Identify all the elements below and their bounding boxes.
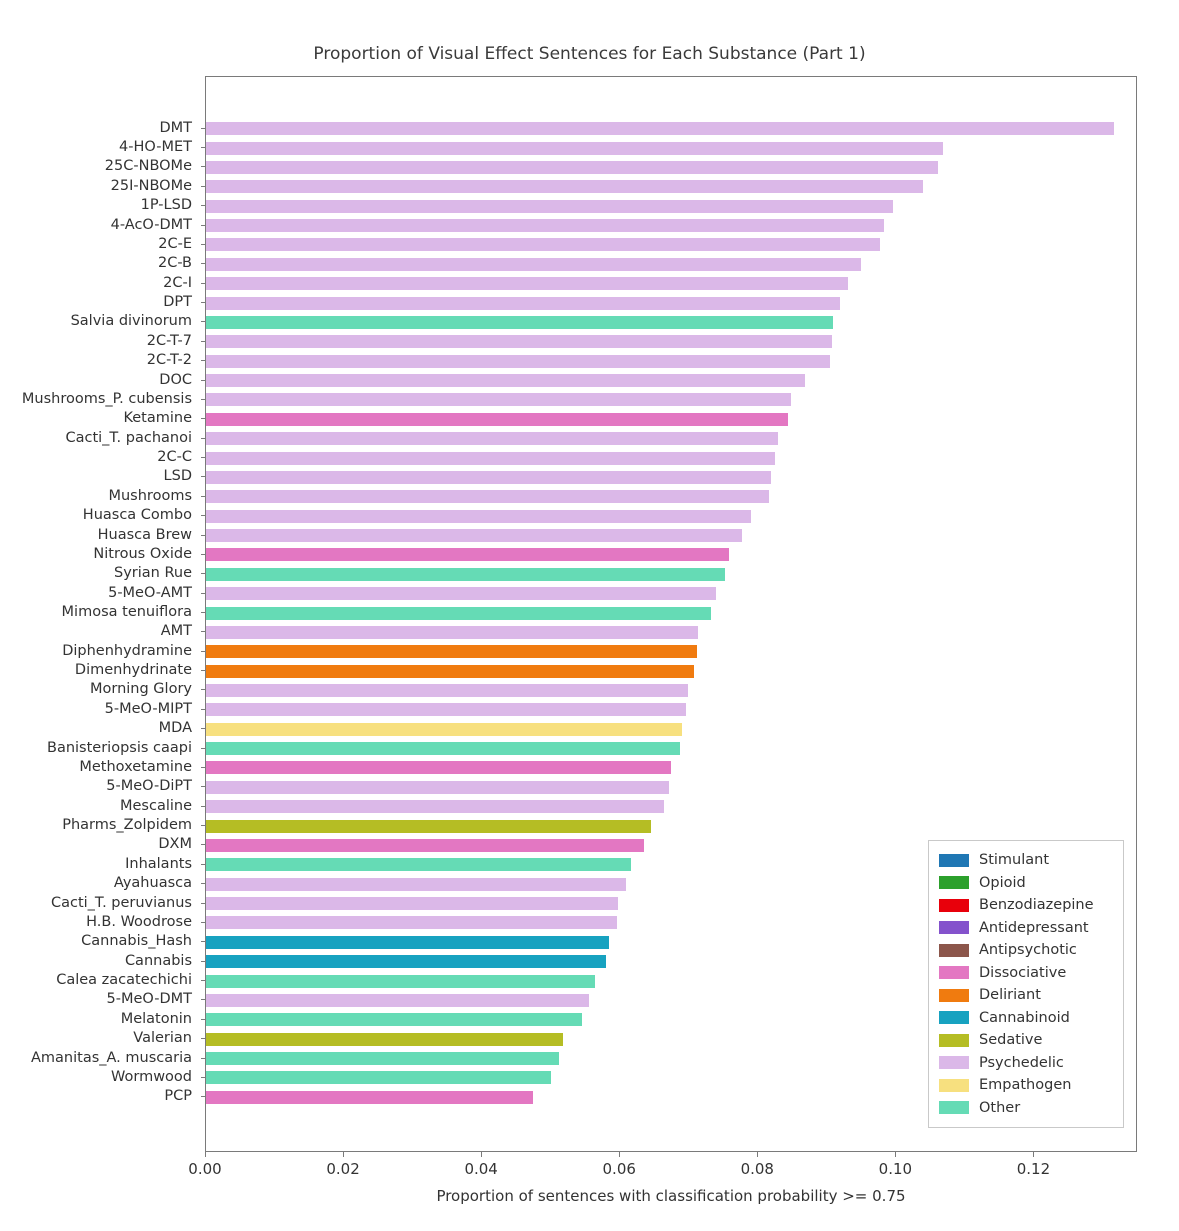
y-tick-label: Cannabis <box>124 952 192 969</box>
legend-label: Benzodiazepine <box>979 897 1094 914</box>
bar-row <box>206 297 1137 310</box>
y-tick-label: Cacti_T. peruvianus <box>50 894 192 911</box>
legend-item <box>939 894 1113 917</box>
y-tick-label: Valerian <box>133 1030 192 1047</box>
y-tick-label: H.B. Woodrose <box>86 913 192 930</box>
chart-title: Proportion of Visual Effect Sentences for Each Substance (Part 1) <box>313 44 866 64</box>
bar-row <box>206 607 1137 620</box>
bar-row <box>206 258 1137 271</box>
y-tick-label: PCP <box>164 1088 192 1105</box>
y-tick-label: DXM <box>158 836 192 853</box>
bar <box>206 703 686 716</box>
bar <box>206 1052 559 1065</box>
y-tick-label: DPT <box>163 294 192 311</box>
bar <box>206 510 751 523</box>
bar-row <box>206 452 1137 465</box>
y-tick-label: 25I-NBOMe <box>110 177 192 194</box>
bar <box>206 1033 563 1046</box>
bar-row <box>206 335 1137 348</box>
legend-label: Deliriant <box>979 987 1041 1004</box>
legend-item <box>939 1029 1113 1052</box>
bar-row <box>206 684 1137 697</box>
bar <box>206 374 805 387</box>
y-tick-label: Amanitas_A. muscaria <box>30 1049 192 1066</box>
legend-swatch <box>939 876 969 889</box>
bar-row <box>206 277 1137 290</box>
y-tick-label: Inhalants <box>125 855 192 872</box>
bar <box>206 645 697 658</box>
bar <box>206 955 606 968</box>
y-tick-label: 25C-NBOMe <box>104 158 192 175</box>
bar <box>206 781 669 794</box>
legend-label: Opioid <box>979 874 1026 891</box>
bar-row <box>206 587 1137 600</box>
y-tick-label: Cannabis_Hash <box>81 933 192 950</box>
bar <box>206 490 769 503</box>
y-tick-label: Cacti_T. pachanoi <box>65 429 192 446</box>
bar-row <box>206 510 1137 523</box>
legend-item <box>939 1074 1113 1097</box>
bar-row <box>206 316 1137 329</box>
bar-row <box>206 781 1137 794</box>
bar <box>206 626 698 639</box>
legend-label: Antipsychotic <box>979 942 1077 959</box>
y-tick-label: 2C-B <box>157 255 192 272</box>
legend-swatch <box>939 854 969 867</box>
bar <box>206 238 880 251</box>
x-tick-label: 0.02 <box>326 1160 360 1178</box>
legend-swatch <box>939 1101 969 1114</box>
y-tick-label: AMT <box>160 623 192 640</box>
bar <box>206 316 833 329</box>
y-tick-label: Huasca Combo <box>82 507 192 524</box>
bar <box>206 684 688 697</box>
bar-row <box>206 219 1137 232</box>
bar-row <box>206 180 1137 193</box>
y-tick-label: 2C-T-2 <box>146 352 192 369</box>
x-tick-label: 0.12 <box>1016 1160 1051 1178</box>
bar <box>206 1071 551 1084</box>
y-tick-label: Mimosa tenuiflora <box>61 604 192 620</box>
legend-item <box>939 962 1113 985</box>
bar-row <box>206 703 1137 716</box>
legend-item <box>939 872 1113 895</box>
bar <box>206 548 729 561</box>
legend-swatch <box>939 921 969 934</box>
y-tick-label: DOC <box>159 371 192 388</box>
x-tick-mark <box>1033 1152 1034 1157</box>
bar <box>206 355 830 368</box>
y-tick-label: Calea zacatechichi <box>56 972 192 989</box>
bar-row <box>206 645 1137 658</box>
bar <box>206 723 682 736</box>
bar <box>206 916 617 929</box>
legend-label: Antidepressant <box>979 919 1089 936</box>
y-tick-label: Methoxetamine <box>79 758 192 775</box>
x-tick-mark <box>343 1152 344 1157</box>
y-tick-label: 2C-E <box>158 235 192 252</box>
bar <box>206 839 644 852</box>
y-tick-label: Mushrooms_P. cubensis <box>21 390 192 407</box>
bar <box>206 122 1114 135</box>
x-tick-label: 0.04 <box>464 1160 498 1178</box>
bar <box>206 413 788 426</box>
bar-row <box>206 742 1137 755</box>
legend <box>928 840 1124 1128</box>
y-tick-label: 1P-LSD <box>140 197 192 214</box>
x-tick-mark <box>895 1152 896 1157</box>
legend-swatch <box>939 989 969 1002</box>
x-tick-mark <box>481 1152 482 1157</box>
x-tick-label: 0.00 <box>188 1160 222 1178</box>
bar-row <box>206 548 1137 561</box>
y-tick-label: 2C-I <box>163 274 192 291</box>
legend-swatch <box>939 899 969 912</box>
bar-row <box>206 800 1137 813</box>
bar-row <box>206 471 1137 484</box>
bar <box>206 897 618 910</box>
y-tick-label: 5-MeO-AMT <box>108 584 192 601</box>
legend-label: Dissociative <box>979 964 1067 981</box>
y-tick-label: DMT <box>159 119 192 136</box>
y-axis-labels <box>0 76 200 1152</box>
bar-row <box>206 665 1137 678</box>
y-tick-label: Dimenhydrinate <box>74 662 192 679</box>
y-tick-label: Salvia divinorum <box>70 313 192 330</box>
y-tick-label: LSD <box>163 468 192 485</box>
bar-row <box>206 820 1137 833</box>
bar <box>206 607 711 620</box>
y-tick-label: MDA <box>158 720 192 737</box>
y-tick-label: Morning Glory <box>90 681 192 698</box>
bar <box>206 587 716 600</box>
bar <box>206 219 884 232</box>
bar-row <box>206 122 1137 135</box>
bar <box>206 432 778 445</box>
y-tick-label: 4-AcO-DMT <box>110 216 192 233</box>
legend-swatch <box>939 1056 969 1069</box>
y-tick-label: Ayahuasca <box>113 875 192 892</box>
bar <box>206 335 832 348</box>
bar-row <box>206 393 1137 406</box>
legend-label: Stimulant <box>979 852 1050 869</box>
bar <box>206 161 938 174</box>
bar-row <box>206 161 1137 174</box>
bar-row <box>206 568 1137 581</box>
y-tick-label: 5-MeO-DiPT <box>106 778 192 795</box>
legend-swatch <box>939 1034 969 1047</box>
bar-row <box>206 142 1137 155</box>
bar <box>206 994 589 1007</box>
bar-row <box>206 723 1137 736</box>
bar <box>206 452 775 465</box>
legend-item <box>939 1007 1113 1030</box>
bar <box>206 297 840 310</box>
x-tick-mark <box>757 1152 758 1157</box>
y-tick-label: Nitrous Oxide <box>93 545 192 562</box>
bar-row <box>206 529 1137 542</box>
legend-item <box>939 1097 1113 1120</box>
legend-label: Cannabinoid <box>979 1009 1070 1026</box>
bar-row <box>206 200 1137 213</box>
legend-item <box>939 849 1113 872</box>
bar <box>206 529 742 542</box>
bar-row <box>206 238 1137 251</box>
y-tick-label: Banisteriopsis caapi <box>47 739 192 756</box>
bar <box>206 936 609 949</box>
bar-row <box>206 761 1137 774</box>
y-tick-label: 4-HO-MET <box>119 139 192 156</box>
bar <box>206 393 791 406</box>
x-tick-mark <box>619 1152 620 1157</box>
bar <box>206 258 861 271</box>
x-tick-mark <box>205 1152 206 1157</box>
legend-item <box>939 939 1113 962</box>
bar <box>206 180 923 193</box>
bar <box>206 200 893 213</box>
bar <box>206 742 680 755</box>
bar <box>206 471 771 484</box>
bar-row <box>206 413 1137 426</box>
legend-label: Other <box>979 1099 1021 1116</box>
legend-item <box>939 984 1113 1007</box>
bar-row <box>206 374 1137 387</box>
y-tick-label: Pharms_Zolpidem <box>62 817 192 834</box>
bar <box>206 142 943 155</box>
x-tick-label: 0.10 <box>878 1160 913 1178</box>
y-tick-label: 5-MeO-DMT <box>106 991 192 1008</box>
legend-swatch <box>939 1079 969 1092</box>
y-tick-label: Melatonin <box>120 1010 192 1027</box>
bar-row <box>206 490 1137 503</box>
y-tick-label: Syrian Rue <box>114 565 192 582</box>
bar-row <box>206 626 1137 639</box>
legend-swatch <box>939 944 969 957</box>
bar-row <box>206 355 1137 368</box>
bar <box>206 568 725 581</box>
bar <box>206 1013 582 1026</box>
y-tick-label: 5-MeO-MIPT <box>104 700 192 717</box>
bar-row <box>206 432 1137 445</box>
y-tick-label: 2C-C <box>157 449 192 466</box>
y-tick-label: 2C-T-7 <box>146 332 192 349</box>
y-tick-label: Diphenhydramine <box>62 642 192 659</box>
legend-label: Empathogen <box>979 1077 1072 1094</box>
x-axis-label: Proportion of sentences with classification probability >= 0.75 <box>436 1187 906 1205</box>
bar <box>206 665 694 678</box>
legend-swatch <box>939 966 969 979</box>
legend-label: Sedative <box>979 1032 1043 1049</box>
bar <box>206 1091 533 1104</box>
y-tick-label: Mushrooms <box>108 487 192 504</box>
bar <box>206 800 664 813</box>
y-tick-label: Ketamine <box>123 410 192 427</box>
x-tick-label: 0.08 <box>740 1160 774 1178</box>
legend-item <box>939 917 1113 940</box>
bar <box>206 761 671 774</box>
x-tick-label: 0.06 <box>602 1160 636 1178</box>
y-tick-label: Mescaline <box>119 797 192 814</box>
bar <box>206 277 848 290</box>
legend-label: Psychedelic <box>979 1054 1064 1071</box>
bar <box>206 820 651 833</box>
legend-item <box>939 1052 1113 1075</box>
y-tick-label: Wormwood <box>111 1068 192 1085</box>
y-tick-label: Huasca Brew <box>97 526 192 543</box>
bar <box>206 975 595 988</box>
bar <box>206 878 626 891</box>
bar <box>206 858 631 871</box>
legend-swatch <box>939 1011 969 1024</box>
